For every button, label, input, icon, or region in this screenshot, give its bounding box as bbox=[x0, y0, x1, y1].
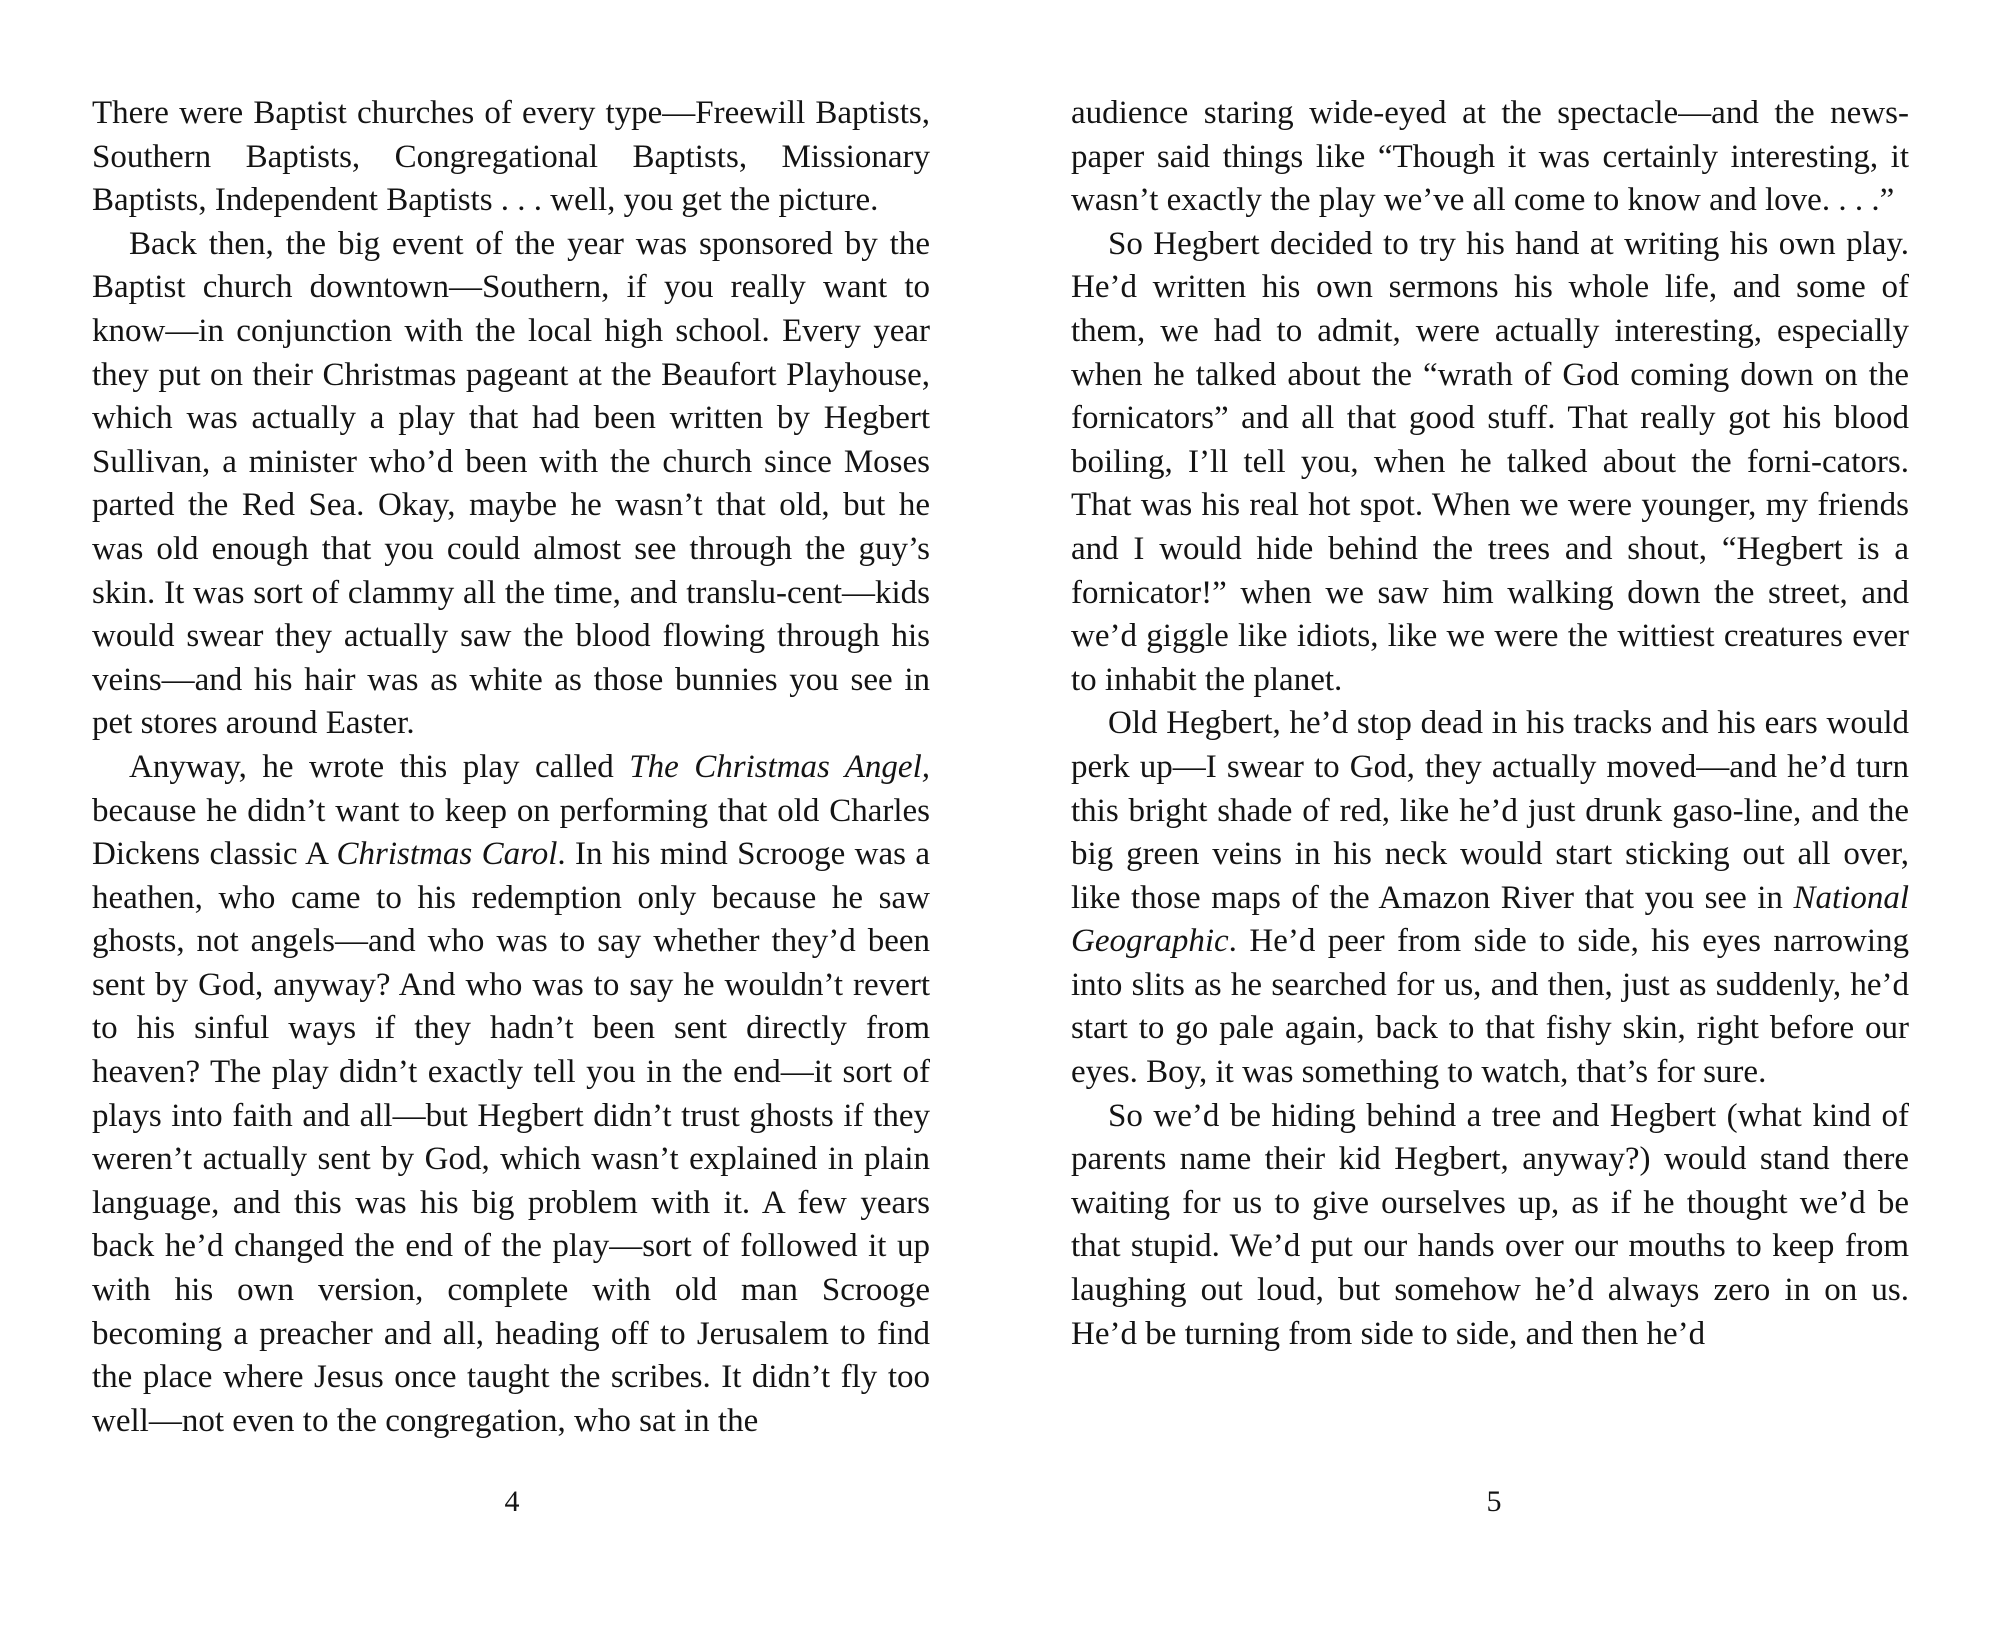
text-run: . He’d peer from side to side, his eyes narrowing into slits as he searched for us, and then, just as suddenly, he’d start to go pale again, back to that fishy skin, right before our eyes. Boy, it was something to watch, that’s for sure. bbox=[1071, 923, 1909, 1091]
paragraph bbox=[1071, 702, 1909, 1094]
paragraph bbox=[92, 746, 930, 1444]
gutter bbox=[999, 0, 1001, 1633]
text-run: Old Hegbert, he’d stop dead in his tracks and his ears would perk up—I swear to God, they actually moved—and he’d turn this bright shade of red, like he’d just drunk gaso-line, and the big green veins in his neck would start sticking out all over, like those maps of the Amazon River that you see in bbox=[1071, 705, 1909, 916]
page-number: 5 bbox=[1486, 1485, 1502, 1518]
paragraph: audience staring wide-eyed at the spectacle—and the news-paper said things like “Though it was certainly interesting, it wasn’t exactly the play we’ve all come to know and love. . . .” bbox=[1071, 95, 1909, 219]
text-run: Anyway, he wrote this play called bbox=[129, 748, 630, 785]
magazine-title: National Geographic bbox=[1071, 879, 1909, 960]
page-number: 4 bbox=[504, 1485, 520, 1518]
paragraph: So we’d be hiding behind a tree and Hegbert (what kind of parents name their kid Hegbert, anyway?) would stand there waiting for us to give ourselves up, as if he thought we’d be that stupid. We’d put our hands over our mouths to keep from laughing out loud, but somehow he’d always zero in on us. He’d be turning from side to side, and then he’d bbox=[1071, 1097, 1909, 1352]
book-title: The Christmas Angel, bbox=[629, 748, 930, 785]
paragraph: Back then, the big event of the year was sponsored by the Baptist church downtown—Southern, if you really want to know—in conjunction with the local high school. Every year they put on their Christmas pageant at the Beaufort Playhouse, which was actually a play that had been written by Hegbert Sullivan, a minister who’d been with the church since Moses parted the Red Sea. Okay, maybe he wasn’t that old, but he was old enough that you could almost see through the guy’s skin. It was sort of clammy all the time, and translu-cent—kids would swear they actually saw the blood flowing through his veins—and his hair was as white as those bunnies you see in pet stores around Easter. bbox=[92, 225, 930, 742]
paragraph: There were Baptist churches of every type—Freewill Baptists, Southern Baptists, Congregational Baptists, Missionary Baptists, Independent Baptists . . . well, you get the picture. bbox=[92, 95, 930, 219]
paragraph: So Hegbert decided to try his hand at writing his own play. He’d written his own sermons his whole life, and some of them, we had to admit, were actually interesting, especially when he talked about the “wrath of God coming down on the fornicators” and all that good stuff. That really got his blood boiling, I’ll tell you, when he talked about the forni-cators. That was his real hot spot. When we were younger, my friends and I would hide behind the trees and shout, “Hegbert is a fornicator!” when we saw him walking down the street, and we’d giggle like idiots, like we were the wittiest creatures ever to inhabit the planet. bbox=[1071, 225, 1909, 698]
book-title: Christmas Carol bbox=[336, 836, 558, 873]
text-run: A bbox=[305, 836, 337, 873]
text-run: because he didn’t want to keep on performing that old Charles Dickens classic bbox=[92, 792, 930, 873]
right-page bbox=[1071, 92, 1909, 1356]
text-run: . In his mind Scrooge was a heathen, who came to his redemption only because he saw ghosts, not angels—and who was to say whether they’d been sent by God, anyway? And who was to say he wouldn’t revert to his sinful ways if they hadn’t been sent directly from heaven? The play didn’t exactly tell you in the end—it sort of plays into faith and all—but Hegbert didn’t trust ghosts if they weren’t actually sent by God, which wasn’t explained in plain language, and this was his big problem with it. A few years back he’d changed the end of the play—sort of followed it up with his own version, complete with old man Scrooge becoming a preacher and all, heading off to Jerusalem to find the place where Jesus once taught the scribes. It didn’t fly too well—not even to the congregation, who sat in the bbox=[92, 836, 930, 1439]
left-page bbox=[92, 92, 930, 1443]
